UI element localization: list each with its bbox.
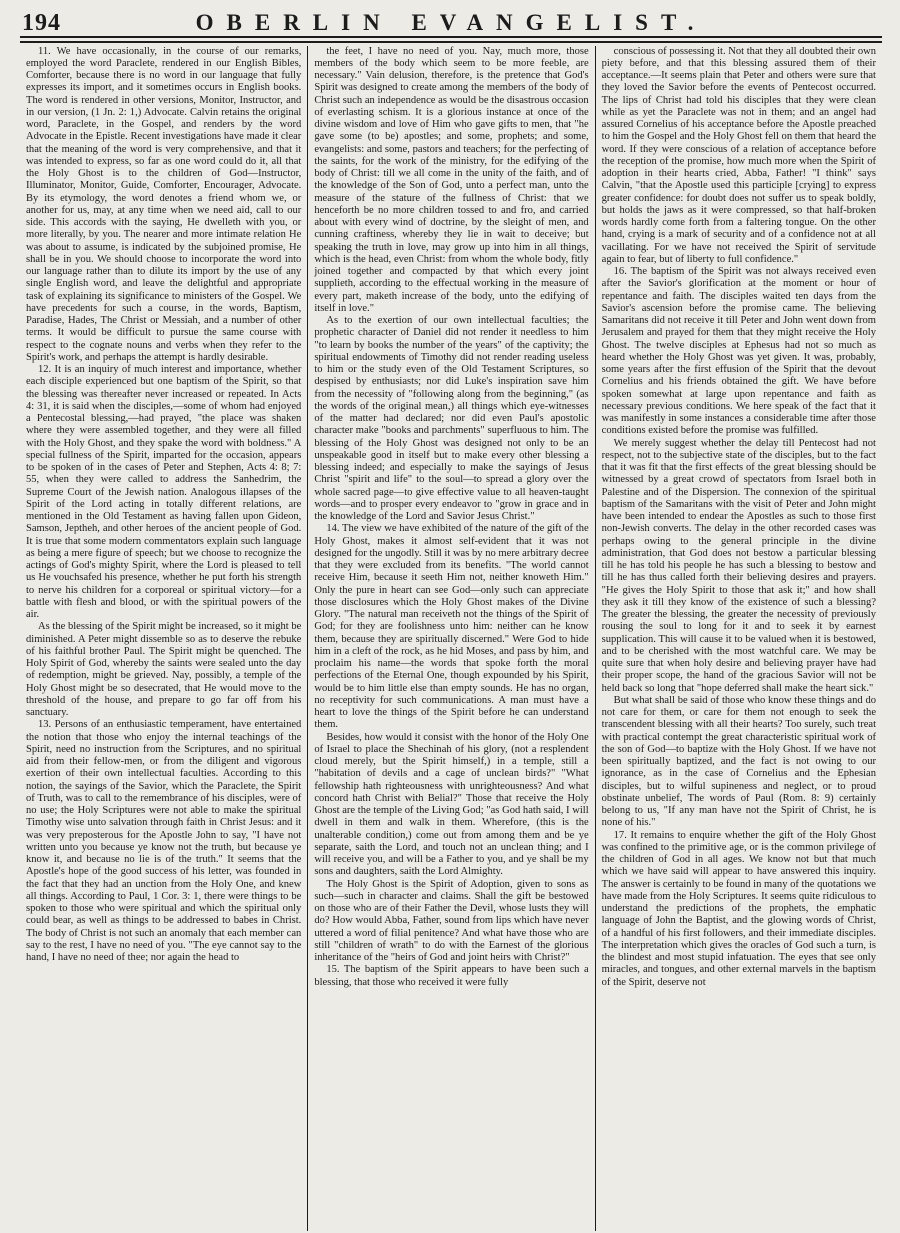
- page-header: [20, 10, 882, 38]
- paragraph: 11. We have occasionally, in the course of our remarks, employed the word Paraclete, rendered in our English Bibles, Comforter, because there is no word in our language that fully expresses its import, and it sometimes occurs in English books. The word is rendered in other versions, Monitor, Instructor, and in our version, (1 Jn. 2: 1,) Advocate. Calvin retains the original word, Paraclete, in the Gospel, and renders by the word Advocate in the Epistle. Recent investigations have made it clear that the meaning of the word is very comprehensive, and that it was intended to express, so far as one word could do it, all that the Holy Ghost is to the children of God—Instructor, Illuminator, Monitor, Guide, Comforter, Encourager, Advocate. By its etymology, the word denotes a friend whom we, or another for us, may, at any time when we need aid, call to our side. This accords with the saying, He dwelleth with you, or more literally, by you. The nearer and more intimate relation He was about to assume, is indicated by the subjoined promise, He shall be in you. We should choose to incorporate the word into our language rather than to dilute its import by the use of any single English word, and leave the delightful and appropriate task of explaining its significance to ministers of the Gospel. We have precedents for such a course, in the words, Baptism, Paradise, Hades, The Christ or Messiah, and a number of other terms. It would be difficult to pursue the same course with respect to the cognate nouns and verbs when they refer to the Spirit's work, and perhaps the attempt is hardly desirable.: [26, 45, 302, 363]
- paragraph: 14. The view we have exhibited of the nature of the gift of the Holy Ghost, makes it almost self-evident that it was not designed for the ungodly. Still it was by no mere arbitrary decree that they were excluded from its benefits. "The world cannot receive Him, because it seeth Him not, neither knoweth Him." Only the pure in heart can see God—only such can appreciate those disclosures which the Holy Ghost makes of the Divine Glory. "The natural man receiveth not the things of the Spirit of God; for they are foolishness unto him: neither can he know them, because they are spiritually discerned." Were God to hide him in a cleft of the rock, as he hid Moses, and pass by him, and proclaim his name—the words that spoke forth the moral perfections of the Eternal One, though expounded by his Spirit, would be to him little else than empty sounds. He has no organ, no receptivity for such communications. A man must have a heart to love the things of the Spirit before he can understand them.: [314, 523, 589, 731]
- column-1: [20, 46, 307, 1231]
- column-2: [307, 46, 594, 1231]
- paragraph: As the blessing of the Spirit might be increased, so it might be diminished. A Peter might dissemble so as to deserve the rebuke of his faithful brother Paul. The Spirit might be quenched. The Holy Spirit of God, whereby the saints were sealed unto the day of redemption, might be grieved. Nay, possibly, a temple of the Holy Ghost might be so desecrated, that He would move to the threshold of the house, and prepare to go far off from his sanctuary.: [26, 621, 302, 718]
- paragraph: But what shall be said of those who know these things and do not care for them, or care for them not enough to seek the transcendent blessing with all their hearts? Too surely, such treat with practical contempt the great characteristic spiritual work of the son of God—to baptize with the Holy Ghost. If we have not been spiritually baptized, and the fact is not owing to our ignorance, as in the case of Cornelius and the Ephesian disciples, but to wilful supineness and neglect, or to proud obstinate unbelief, The words of Paul (Rom. 8: 9) certainly belong to us, "If any man have not the Spirit of Christ, he is none of his.": [601, 694, 876, 829]
- text-columns: [20, 46, 882, 1231]
- paragraph: We merely suggest whether the delay till Pentecost had not respect, not to the subjective state of the disciples, but to the fact that it was fit that the first effects of the great blessing should be witnessed by a great crowd of spectators from Israel both in Palestine and of the Dispersion. The connexion of the spiritual baptism of the Samaritans with the visit of Peter and John might have been intended to endear the Apostles as such to those first non-Jewish converts. The delay in the other recorded cases was perhaps owing to the general principle in the divine administration, that God does not bestow a particular blessing till he has told his people he has such a blessing to bestow and till he has thus called forth their believing desires and prayers. "He gives the Holy Spirit to those that ask it;" and how shall they ask it till they know of the existence of such a blessing? The greater the blessing, the greater the necessity of previously rousing the soul to long for it and to seek it by earnest supplication. This will cause it to be valued when it is bestowed, and to be cherished with the most watchful care. We may be quite sure that when holy desire and believing prayer have had their proper scope, the hand of the gracious Savior will not be held back so long that "hope deferred shall make the heart sick.": [601, 437, 876, 694]
- paragraph: 13. Persons of an enthusiastic temperament, have entertained the notion that those who enjoy the internal teachings of the Spirit, need no instruction from the Scriptures, and no spiritual aid from their fellow-men, or from the diligent and vigorous exertion of their own intellectual faculties. According to this notion, the sayings of the Savior, which the Paraclete, the Spirit of Truth, was to call to the remembrance of his disciples, were of no use; the Holy Scriptures were not able to make the spiritual Timothy wise unto salvation through faith in Christ Jesus: and it was very preposterous for the Apostle John to say, "I have not written unto you because ye know not the truth, but because ye know it, and because no lie is of the truth." It seems that the Apostle's hope of the good success of his letter, was founded in the fact that they had an unction from the Holy One, and knew all things. According to Paul, 1 Cor. 3: 1, there were things to be spoken to those who were spiritual and which the spiritual only could bear, as well as things to be addressed to babes in Christ. The body of Christ is not such an anomaly that each member can say to the rest, I have no need of you. "The eye cannot say to the hand, I have no need of thee; nor again the head to: [26, 719, 302, 963]
- paragraph: conscious of possessing it. Not that they all doubted their own piety before, and that this blessing assured them of their acceptance.—It seems plain that Peter and others were sure that they loved the Savior before the events of Pentecost occurred. The lips of Christ had told his disciples that they were clean while as yet the Paraclete was not in them; and an angel had assured Cornelius of his acceptance before the Apostle preached to him the Gospel and the Holy Ghost fell on them that heard the word. If they were conscious of a relation of acceptance before the reception of the promise, how much more when the Spirit of adoption in their hearts cried, Abba, Father! "I think" says Calvin, "that the Apostle used this participle [crying] to express greater confidence: for doubt does not suffer us to speak boldly, but holds the jaws as it were compressed, so that half-broken words hardly come forth from a faltering tongue. On the other hand, crying is a mark of security and of a confidence not at all vacillating. For we have not received the Spirit of servitude again to fear, but of liberty to full confidence.": [601, 45, 876, 265]
- paragraph: the feet, I have no need of you. Nay, much more, those members of the body which seem to be more feeble, are necessary." Vain delusion, therefore, is the pretence that God's Spirit was designed to create among the members of the body of Christ such an independence as would be the disastrous occasion of everlasting schism. It is a glorious instance at once of the divine wisdom and love of Him who gave gifts to men, that "he gave some (to be) apostles; and some, prophets; and some, evangelists: and some, pastors and teachers; for the perfecting of the saints, for the work of the ministry, for the edifying of the body of Christ: till we all come in the unity of the faith, and of the knowledge of the Son of God, unto a perfect man, unto the measure of the stature of the fullness of Christ: that we henceforth be no more children tossed to and fro, and carried about with every wind of doctrine, by the sleight of men, and cunning craftiness, whereby they lie in wait to deceive; but speaking the truth in love, may grow up into him in all things, which is the head, even Christ: from whom the whole body, fitly joined together and compacted by that which every joint supplieth, according to the effectual working in the measure of every part, maketh increase of the body, unto the edifying of itself in love.": [314, 45, 589, 314]
- page-number: 194: [22, 10, 61, 36]
- running-title: OBERLIN EVANGELIST.: [195, 10, 707, 35]
- paragraph: As to the exertion of our own intellectual faculties; the prophetic character of Daniel did not render it needless to him "to learn by books the number of the years" of the captivity; the spiritual endowments of Timothy did not render reading useless to him or the study even of the Old Testament Scriptures, so despised by enthusiasts; nor did Luke's inspiration save him from the necessity of "following along from the beginning," (as the words of the original mean,) all things which eye-witnesses of the matter had declared; nor did even Paul's apostolic character make "books and parchments" superfluous to him. The blessing of the Holy Ghost was designed not only to be an unspeakable good in itself but to make every other blessing a blessing indeed; and especially to make the sayings of Jesus Christ "spirit and life" to the soul—to spread a glory over the whole sacred page—to give effective value to all heaven-taught words—and to prosper every endeavor to "grow in grace and in the knowledge of the Lord and Savior Jesus Christ.": [314, 315, 589, 522]
- paragraph: The Holy Ghost is the Spirit of Adoption, given to sons as such—such in character and claims. Shall the gift be bestowed on those who are of their Father the Devil, whose lusts they will do? How would Abba, Father, sound from lips which have never uttered a word of filial penitence? And what have those who are still "children of wrath" to do with the Earnest of the glorious inheritance of the "heirs of God and joint heirs with Christ?": [314, 878, 589, 963]
- paragraph: 16. The baptism of the Spirit was not always received even after the Savior's glorification at the moment or hour of repentance and faith. The disciples waited ten days from the Savior's ascension before the promise came. The believing Samaritans did not receive it till Peter and John went down from Jerusalem and prayed for them that they might receive the Holy Ghost. The twelve disciples at Ephesus had not so much as heard whether the Holy Ghost was yet given. It was, probably, some years after the first effusion of the Spirit that the devout Cornelius and his friends obtained the gift. We have before spoken somewhat at large upon repentance and faith as necessary previous conditions. We here speak of the fact that it was manifestly in some instances a considerable time after those conditions existed before the promise was fulfilled.: [601, 266, 876, 437]
- paragraph: 17. It remains to enquire whether the gift of the Holy Ghost was confined to the primitive age, or is the common privilege of the children of God in all ages. We know not but that much which we have said will appear to have answered this inquiry. The answer is certainly to be found in many of the quotations we have made from the Holy Scriptures. It seems quite ridiculous to understand the predictions of the prophets, the emphatic language of John the Baptist, and the glowing words of Christ, of a handful of his first followers, and their immediate disciples. The interpretation which gives the oracles of God such a turn, is the blindest and most stupid infatuation. The eyes that see only miracles, and tongues, and other external marvels in the baptism of the Spirit, deserve not: [601, 829, 876, 988]
- paragraph: 15. The baptism of the Spirit appears to have been such a blessing, that those who received it were fully: [314, 964, 589, 988]
- column-3: [595, 46, 882, 1231]
- header-rule: [20, 41, 882, 43]
- paragraph: Besides, how would it consist with the honor of the Holy One of Israel to place the Shechinah of his glory, (not a resplendent cloud merely, but the Spirit himself,) in a temple, still a "habitation of devils and a cage of unclean birds?" "What fellowship hath righteousness with unrighteousness? And what concord hath Christ with Belial?" Those that receive the Holy Ghost are the temple of the Living God; "as God hath said, I will dwell in them and walk in them. Wherefore, (this is the unalterable condition,) come out from among them and be ye separate, saith the Lord, and touch not an unclean thing; and I will receive you, and will be a Father to you, and ye shall be my sons and daughters, saith the Lord Almighty.: [314, 731, 589, 878]
- paragraph: 12. It is an inquiry of much interest and importance, whether each disciple experienced but one baptism of the Spirit, so that the blessing was thereafter never increased or repeated. In Acts 4: 31, it is said when the disciples,—some of whom had enjoyed a Pentecostal blessing,—had prayed, "the place was shaken where they were assembled together, and they were all filled with the Holy Ghost, and they spake the word with boldness." A special fullness of the Spirit, imparted for the occasion, appears to be spoken of in the cases of Peter and Stephen, Acts 4: 8; 7: 55, when they were called to address the Sanhedrim, the Supreme Court of the Jewish nation. Analogous illapses of the Spirit of the Lord acting in totally different relations, are mentioned in the Old Testament as having fallen upon Gideon, Samson, Jeptheh, and other heroes of the ancient people of God. It is true that some modern commentators explain such language as being a mere figure of speech; but we choose to recognize the actings of God's mighty Spirit, where the Lord is pleased to tell us He vouchsafed his presence, whether he put forth his strength to nerve his children for a corporeal or spiritual victory—for a battle with flesh and blood, or with the spiritual powers of the air.: [26, 364, 302, 620]
